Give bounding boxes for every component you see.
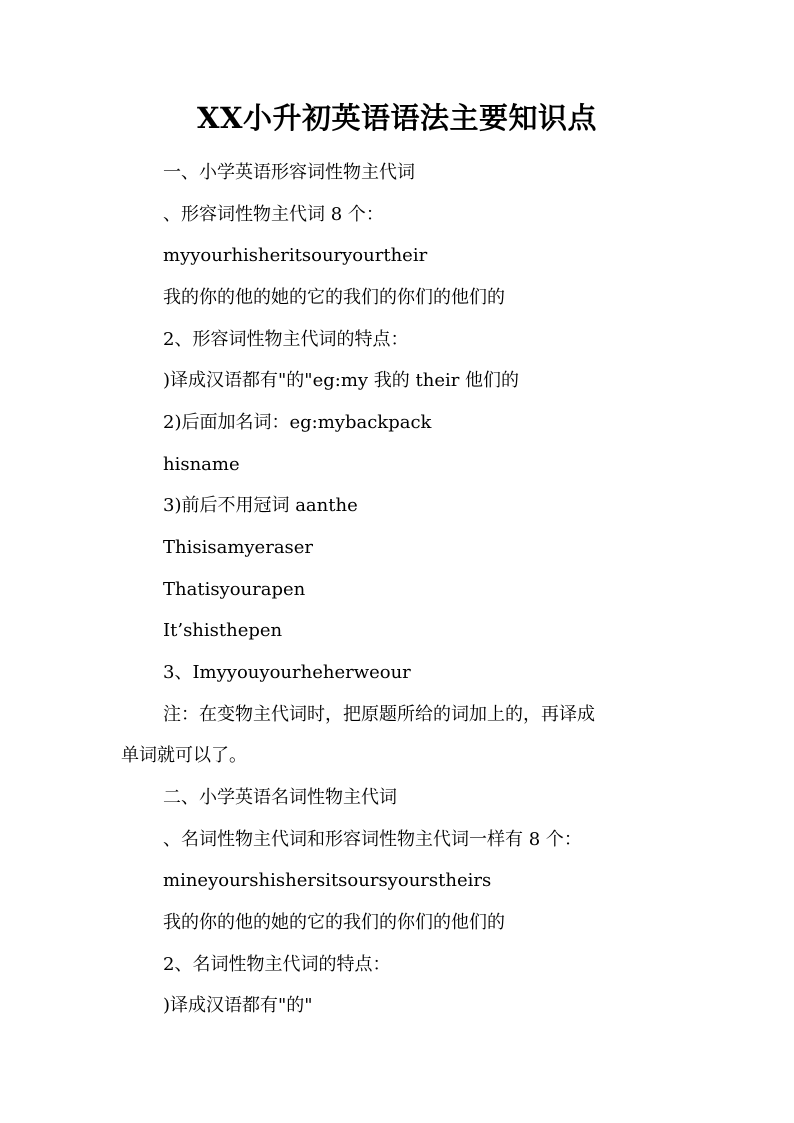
text-line: mineyourshishersitsoursyourstheirs	[163, 870, 492, 891]
document-title: XX小升初英语语法主要知识点	[196, 101, 597, 135]
text-line: Thatisyourapen	[163, 579, 306, 600]
text-line: )译成汉语都有"的"	[163, 995, 313, 1016]
note-line: 注：在变物主代词时，把原题所给的词加上的，再译成	[163, 704, 595, 725]
text-line: 我的你的他的她的它的我们的你们的他们的	[163, 912, 505, 933]
text-line: 、形容词性物主代词 8 个：	[163, 204, 384, 225]
text-line: 2、名词性物主代词的特点：	[163, 954, 391, 975]
text-line: )译成汉语都有"的"eg:my 我的 their 他们的	[163, 370, 520, 391]
text-line: 3)前后不用冠词 aanthe	[163, 495, 358, 516]
text-line: 2)后面加名词：eg:mybackpack	[163, 412, 432, 433]
section-heading-2: 二、小学英语名词性物主代词	[163, 787, 397, 808]
text-line: hisname	[163, 454, 240, 475]
section-heading-1: 一、小学英语形容词性物主代词	[163, 162, 415, 183]
note-line-continued: 单词就可以了。	[121, 745, 247, 766]
text-line: myyourhisheritsouryourtheir	[163, 245, 428, 266]
text-line: Thisisamyeraser	[163, 537, 314, 558]
text-line: It’shisthepen	[163, 620, 283, 641]
text-line: 、名词性物主代词和形容词性物主代词一样有 8 个：	[163, 829, 582, 850]
text-line: 2、形容词性物主代词的特点：	[163, 329, 409, 350]
text-line: 3、Imyyouyourheherweour	[163, 662, 411, 683]
text-line: 我的你的他的她的它的我们的你们的他们的	[163, 287, 505, 308]
